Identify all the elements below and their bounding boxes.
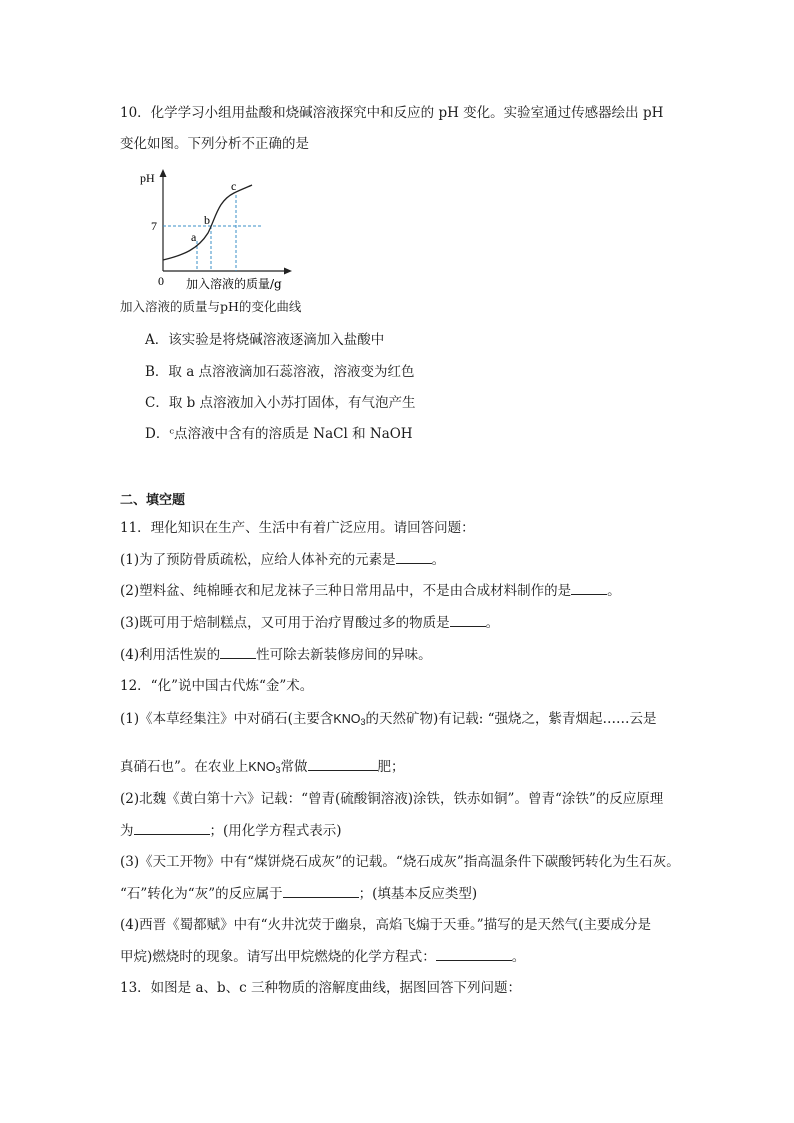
x-axis-label: 加入溶液的质量/g	[186, 277, 282, 291]
y-tick-label-7: 7	[151, 219, 157, 233]
q11-blank1	[396, 549, 432, 564]
q10-option-d: D．ᶜ点溶液中含有的溶质是 NaCl 和 NaOH	[145, 426, 413, 442]
q12-part1-line2: 真硝石也”。在农业上$KNO_3$常做 肥；	[120, 756, 405, 780]
q12-stem: 12．“化”说中国古代炼“金”术。	[120, 678, 314, 694]
point-label-a: a	[191, 230, 197, 244]
y-axis-label: pH	[140, 171, 155, 185]
q11-part2: (2)塑料盆、纯棉睡衣和尼龙袜子三种日常用品中，不是由合成材料制作的是 。	[120, 580, 621, 601]
kno3-formula: $KNO_3$	[333, 712, 366, 727]
q12-part1-line1: (1)《本草经集注》中对硝石(主要含$KNO_3$的天然矿物)有记载: “强烧之，紫青烟起……云是	[120, 711, 657, 727]
q11-blank4	[220, 644, 256, 659]
chart-caption: 加入溶液的质量与pH的变化曲线	[120, 299, 302, 314]
q10-option-a: A．该实验是将烧碱溶液逐滴加入盐酸中	[145, 332, 385, 348]
q10-option-b: B．取 a 点溶液滴加石蕊溶液，溶液变为红色	[145, 364, 415, 380]
q11-part1: (1)为了预防骨质疏松，应给人体补充的元素是 。	[120, 549, 445, 570]
q12-part4-line1: (4)西晋《蜀都赋》中有“火井沈荧于幽泉，高焰飞煽于天垂。”描写的是天然气(主要成分是	[120, 917, 651, 933]
q10-option-c: C．取 b 点溶液加入小苏打固体，有气泡产生	[145, 395, 416, 411]
q12-blank3	[283, 883, 359, 898]
q13-stem: 13．如图是 a、b、c 三种物质的溶解度曲线，据图回答下列问题：	[120, 980, 522, 996]
q11-stem: 11．理化知识在生产、生活中有着广泛应用。请回答问题：	[120, 520, 475, 536]
section-title: 二、填空题	[120, 493, 186, 508]
point-label-b: b	[204, 213, 210, 227]
q11-part4: (4)利用活性炭的 性可除去新装修房间的异味。	[120, 644, 432, 665]
q12-part3-line1: (3)《天工开物》中有“煤饼烧石成灰”的记载。“烧石成灰”指高温条件下碳酸钙转化为生石灰。	[120, 854, 680, 870]
q12-part3-line2: “石”转化为“灰”的反应属于 ；(填基本反应类型)	[120, 883, 477, 904]
q11-blank3	[450, 612, 486, 627]
q11-part3: (3)既可用于焙制糕点，又可用于治疗胃酸过多的物质是 。	[120, 612, 499, 633]
q12-part2-line1: (2)北魏《黄白第十六》记载：“曾青(硫酸铜溶液)涂铁，铁赤如铜”。曾青“涂铁”的反应原理	[120, 791, 664, 807]
q10-stem-line1: 10．化学学习小组用盐酸和烧碱溶液探究中和反应的 pH 变化。实验室通过传感器绘出 pH	[120, 105, 664, 121]
q12-part4-line2: 甲烷)燃烧时的现象。请写出甲烷燃烧的化学方程式： 。	[120, 946, 525, 967]
q12-blank2	[134, 820, 210, 835]
q12-blank4	[436, 946, 512, 961]
y-axis-arrow	[160, 169, 167, 177]
q11-blank2	[571, 580, 607, 595]
origin-label: 0	[158, 274, 164, 288]
point-label-c: c	[231, 179, 237, 193]
q10-stem-line2: 变化如图。下列分析不正确的是	[120, 136, 309, 152]
q12-blank1	[308, 756, 378, 771]
x-axis-arrow	[284, 268, 292, 275]
ph-chart	[116, 165, 316, 293]
q12-part2-line2: 为 ；(用化学方程式表示)	[120, 820, 342, 841]
kno3-formula-2: $KNO_3$	[248, 760, 281, 775]
